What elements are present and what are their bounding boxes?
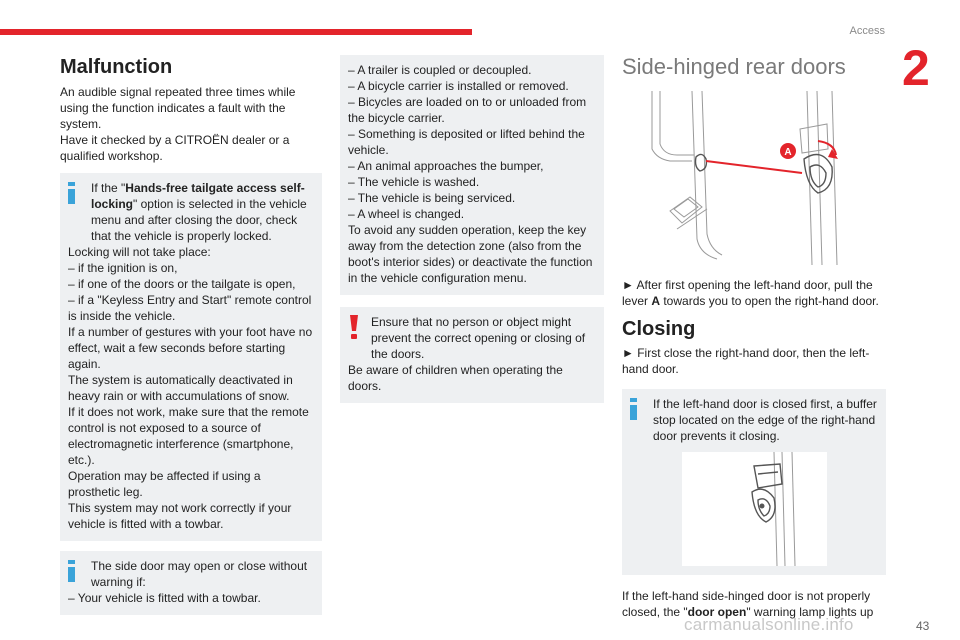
info-line: – if one of the doors or the tailgate is open, — [68, 277, 296, 291]
info-line: This system may not work correctly if your vehicle is fitted with a towbar. — [68, 501, 292, 531]
section-title: Access — [849, 25, 885, 37]
buffer-stop-drawing — [682, 452, 827, 566]
malfunction-heading: Malfunction — [60, 56, 173, 78]
info-line: – A bicycle carrier is installed or removed. — [348, 79, 569, 93]
info-line: – The vehicle is washed. — [348, 175, 480, 189]
info-line: If it does not work, make sure that the remote control is not exposed to a source of electromagnetic interference (smartphone, etc.). — [68, 405, 309, 467]
label-a-text: A — [784, 147, 792, 158]
warning-line: Be aware of children when operating the doors. — [348, 363, 563, 393]
info-line: – if a "Keyless Entry and Start" remote control is inside the vehicle. — [68, 293, 312, 323]
info-box — [622, 389, 886, 575]
info-box-continued — [340, 55, 604, 295]
info-line: If a number of gestures with your foot have no effect, wait a few seconds before starting again. — [68, 325, 313, 371]
buffer-stop-illustration — [682, 452, 827, 566]
warning-box — [340, 307, 604, 403]
column-middle — [340, 55, 604, 403]
info-box — [60, 173, 322, 541]
info-line: – if the ignition is on, — [68, 261, 178, 275]
chapter-number: 2 — [902, 40, 930, 96]
info-line: The system is automatically deactivated in heavy rain or with accumulations of snow. — [68, 373, 293, 403]
warning-box-first-line: Ensure that no person or object might prevent the correct opening or closing of the doors. — [371, 315, 586, 361]
top-accent-bar — [0, 29, 472, 35]
column-left — [60, 55, 322, 615]
side-hinged-heading: Side-hinged rear doors — [622, 54, 846, 79]
open-instruction: ► After first opening the left-hand door, pull the lever A towards you to open the right-hand door. — [622, 278, 879, 308]
info-box — [60, 551, 322, 615]
watermark: carmanualsonline.info — [684, 615, 854, 634]
info-line: To avoid any sudden operation, keep the key away from the detection zone (also from the boot's interior sides) or deactivate the function in the vehicle configuration menu. — [348, 223, 593, 285]
info-icon — [630, 398, 637, 420]
info-line: – A trailer is coupled or decoupled. — [348, 63, 532, 77]
rear-door-drawing — [622, 89, 852, 265]
info-icon — [68, 560, 75, 582]
intro-paragraph: Have it checked by a CITROËN dealer or a qualified workshop. — [60, 133, 290, 163]
info-line: – A wheel is changed. — [348, 207, 465, 221]
info-box-first-line: The side door may open or close without warning if: — [91, 559, 308, 589]
rear-door-illustration — [622, 89, 852, 265]
warning-icon — [350, 315, 358, 339]
info-line: – Your vehicle is fitted with a towbar. — [68, 591, 261, 605]
door-open-paragraph: If the left-hand side-hinged door is not properly closed, the "door open" warning lamp lights up — [622, 589, 874, 619]
info-box-first-line: If the "Hands-free tailgate access self-locking" option is selected in the vehicle menu and after closing the door, check that the vehicle is properly locked. — [91, 181, 307, 243]
page-number: 43 — [916, 619, 930, 633]
info-line: Operation may be affected if using a prosthetic leg. — [68, 469, 261, 499]
info-line: – An animal approaches the bumper, — [348, 159, 544, 173]
info-line: – Bicycles are loaded on to or unloaded from the bicycle carrier. — [348, 95, 587, 125]
column-right — [622, 55, 886, 620]
info-box-first-line: If the left-hand door is closed first, a buffer stop located on the edge of the right-hand door prevents it closing. — [653, 397, 877, 443]
info-line: – Something is deposited or lifted behind the vehicle. — [348, 127, 585, 157]
info-line: Locking will not take place: — [68, 245, 211, 259]
close-instruction: ► First close the right-hand door, then the left-hand door. — [622, 346, 870, 376]
info-icon — [68, 182, 75, 204]
info-line: – The vehicle is being serviced. — [348, 191, 516, 205]
closing-heading: Closing — [622, 318, 696, 340]
intro-paragraph: An audible signal repeated three times while using the function indicates a fault with the system. — [60, 85, 296, 131]
